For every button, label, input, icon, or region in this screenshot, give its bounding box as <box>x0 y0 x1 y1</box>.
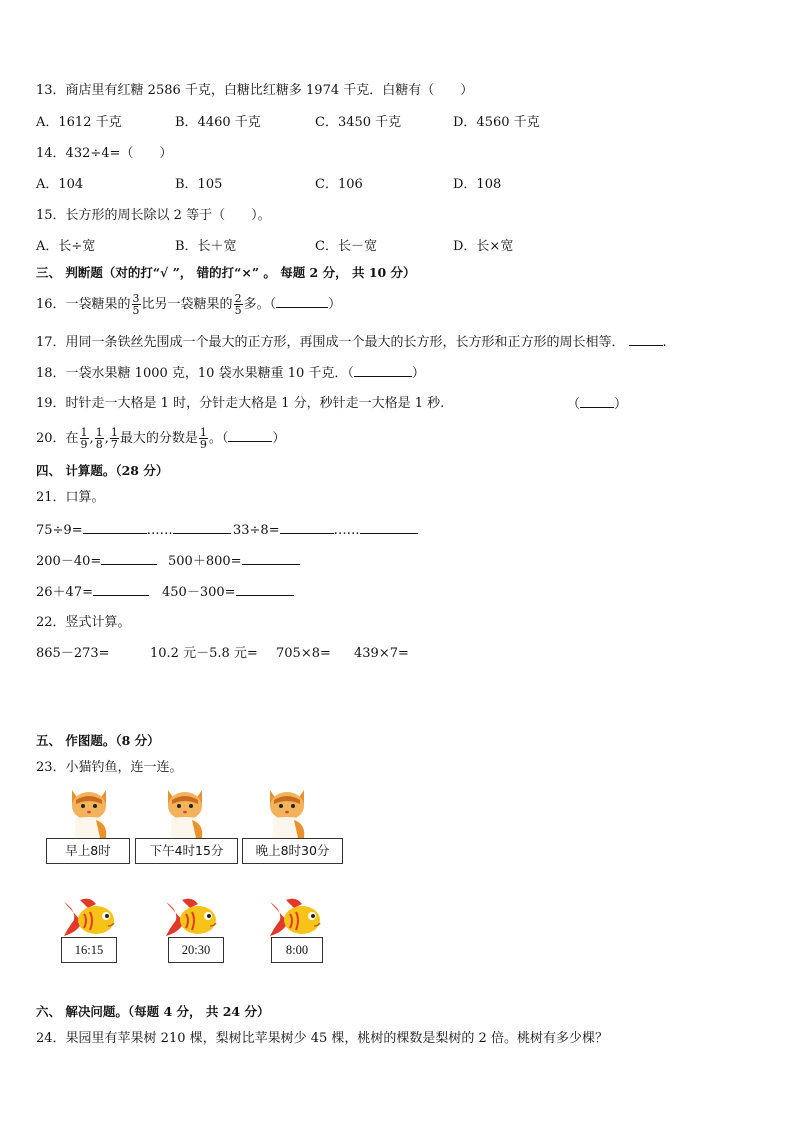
q22-item-2: 10.2 元－5.8 元= <box>150 646 258 661</box>
cat-time-label-3[interactable]: 晚上8时30分 <box>242 838 343 864</box>
question-23-stem: 23．小猫钓鱼，连一连。 <box>36 760 183 775</box>
q20-fraction-c: $\frac{1}{7}$ <box>110 426 118 451</box>
q21-blank-5[interactable] <box>93 583 149 596</box>
q15-option-b[interactable]: B．长＋宽 <box>175 239 237 254</box>
q16-fraction-1: $\frac{3}{5}$ <box>132 292 140 317</box>
q13-option-d[interactable]: D．4560 千克 <box>453 115 540 130</box>
section-3-heading: 三、 判断题（对的打“√ ”， 错的打“×” 。 每题 2 分， 共 10 分） <box>36 265 416 280</box>
question-15-stem: 15．长方形的周长除以 2 等于（ ）。 <box>36 208 271 223</box>
q21-row-3-right: 450－300= <box>162 583 294 602</box>
q16-answer-blank[interactable] <box>276 295 328 308</box>
cat-icon <box>162 786 208 838</box>
q21-row-2-left: 200－40= <box>36 552 157 571</box>
goldfish-icon <box>62 896 118 940</box>
q21-blank-6[interactable] <box>236 583 294 596</box>
q20-text-pre: 20．在 <box>36 431 79 446</box>
q21-blank-remainder-2[interactable] <box>360 521 418 534</box>
fish-time-label-2[interactable]: 20:30 <box>168 937 224 963</box>
q19-answer-blank[interactable] <box>580 395 614 408</box>
q15-option-c[interactable]: C．长－宽 <box>315 239 377 254</box>
q22-item-1: 865－273= <box>36 646 110 661</box>
q15-option-a[interactable]: A．长÷宽 <box>36 239 96 254</box>
q16-text-pre: 16．一袋糖果的 <box>36 297 131 312</box>
q20-sep-2: , <box>104 431 109 446</box>
q19-answer <box>567 395 627 414</box>
q16-fraction-2: $\frac{2}{5}$ <box>234 292 242 317</box>
question-13-stem: 13．商店里有红糖 2586 千克，白糖比红糖多 1974 千克．白糖有（ ） <box>36 83 474 98</box>
q21-row-1-right: 33÷8= …… <box>233 521 418 540</box>
q21-blank-quotient-2[interactable] <box>280 521 334 534</box>
q13-option-c[interactable]: C．3450 千克 <box>315 115 402 130</box>
q18-text: 18．一袋水果糖 1000 克，10 袋水果糖重 10 千克．（ <box>36 366 354 381</box>
q22-item-4: 439×7= <box>354 646 409 661</box>
q19-text: 19．时针走一大格是 1 时，分针走大格是 1 分，秒针走一大格是 1 秒. <box>36 396 445 411</box>
section-4-heading: 四、 计算题。（28 分） <box>36 463 169 478</box>
q14-option-d[interactable]: D．108 <box>453 177 502 192</box>
q14-option-c[interactable]: C．106 <box>315 177 363 192</box>
q21-blank-4[interactable] <box>242 552 300 565</box>
q16-text-post: 多。（ <box>243 297 277 312</box>
q14-option-b[interactable]: B．105 <box>175 177 223 192</box>
q17-text-end: . <box>662 335 667 350</box>
q21-blank-3[interactable] <box>101 552 157 565</box>
cat-icon <box>66 786 112 838</box>
q21-row-1-left: 75÷9= …… <box>36 521 231 540</box>
section-6-heading: 六、 解决问题。（每题 4 分， 共 24 分） <box>36 1004 270 1019</box>
q17-answer-blank[interactable] <box>629 333 663 346</box>
q20-fraction-b: $\frac{1}{8}$ <box>95 426 103 451</box>
q19-open: （ <box>567 397 581 412</box>
cat-time-label-1[interactable]: 早上8时 <box>46 838 130 864</box>
question-19 <box>36 395 444 413</box>
q16-text-mid: 比另一袋糖果的 <box>141 297 233 312</box>
q20-text-post: 。（ <box>208 431 229 446</box>
fish-time-label-3[interactable]: 8:00 <box>271 937 323 963</box>
q17-text: 17．用同一条铁丝先围成一个最大的正方形，再围成一个最大的长方形，长方形和正方形的周长相等． <box>36 335 625 350</box>
question-17 <box>36 333 667 352</box>
q20-text-mid: 最大的分数是 <box>119 431 198 446</box>
q20-fraction-a: $\frac{1}{9}$ <box>80 426 88 451</box>
q21-row-3-left: 26＋47= <box>36 583 149 602</box>
cat-time-label-2[interactable]: 下午4时15分 <box>135 838 238 864</box>
q21-blank-remainder[interactable] <box>173 521 231 534</box>
question-14-stem: 14．432÷4=（ ） <box>36 146 173 161</box>
q21-blank-quotient[interactable] <box>83 521 147 534</box>
question-20 <box>36 424 285 454</box>
goldfish-icon <box>268 896 324 940</box>
q13-option-b[interactable]: B．4460 千克 <box>175 115 261 130</box>
q21-row-2-right: 500＋800= <box>168 552 300 571</box>
q18-answer-blank[interactable] <box>354 364 412 377</box>
q14-option-a[interactable]: A．104 <box>36 177 84 192</box>
question-22-stem: 22．竖式计算。 <box>36 615 131 630</box>
q13-option-a[interactable]: A．1612 千克 <box>36 115 122 130</box>
q20-fraction-d: $\frac{1}{9}$ <box>199 426 207 451</box>
question-21-stem: 21．口算。 <box>36 490 105 505</box>
question-24-stem: 24．果园里有苹果树 210 棵，梨树比苹果树少 45 棵，桃树的棵数是梨树的 2 倍。桃树有多少棵？ <box>36 1031 608 1046</box>
q15-option-d[interactable]: D．长×宽 <box>453 239 514 254</box>
q16-text-end: ） <box>328 297 342 312</box>
q18-text-end: ） <box>411 366 425 381</box>
question-18 <box>36 364 425 383</box>
cat-icon <box>264 786 310 838</box>
q20-answer-blank[interactable] <box>228 429 272 442</box>
section-5-heading: 五、 作图题。（8 分） <box>36 733 160 748</box>
question-16 <box>36 290 341 320</box>
q22-item-3: 705×8= <box>276 646 331 661</box>
fish-time-label-1[interactable]: 16:15 <box>61 937 117 963</box>
q20-text-end: ） <box>272 431 286 446</box>
q20-sep-1: , <box>89 431 94 446</box>
q19-text-end: ） <box>614 397 628 412</box>
goldfish-icon <box>164 896 220 940</box>
